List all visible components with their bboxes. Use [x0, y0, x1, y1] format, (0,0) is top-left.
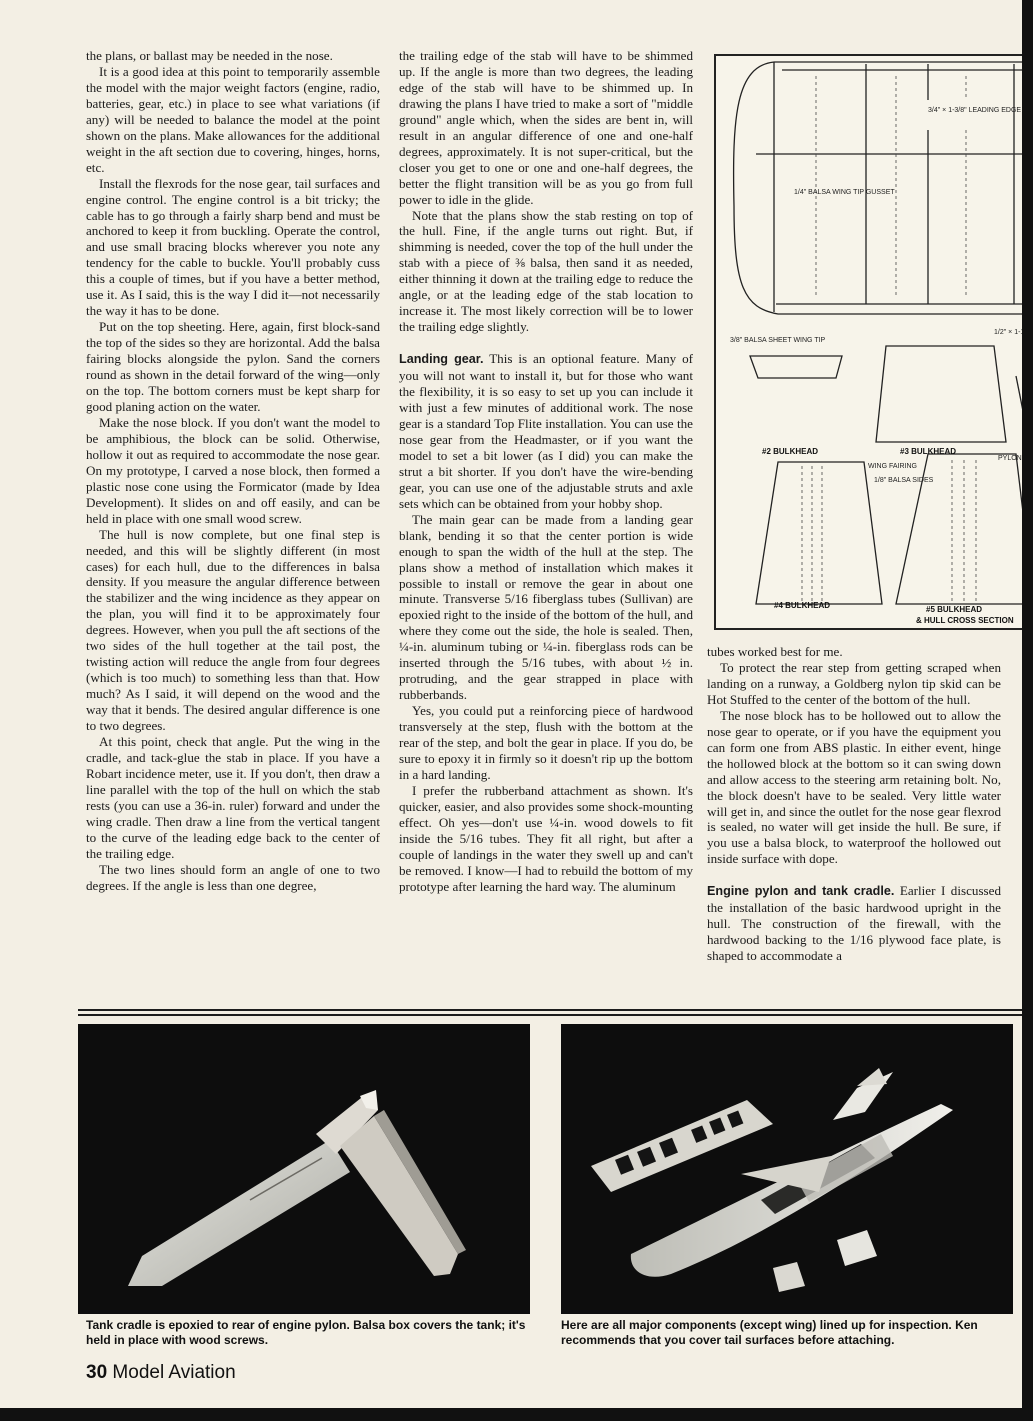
caption-photo-1: Tank cradle is epoxied to rear of engine pylon. Balsa box covers the tank; it's held in place with wood screws.	[86, 1318, 526, 1347]
paragraph: tubes worked best for me.	[707, 644, 843, 659]
label-bulkhead-5: #5 BULKHEAD	[926, 605, 983, 614]
page-number: 30	[86, 1362, 108, 1383]
label-bulkhead-2: #2 BULKHEAD	[762, 447, 819, 456]
label-balsa-sides: 1/8" BALSA SIDES	[874, 477, 934, 484]
paragraph: the trailing edge of the stab will have to be shimmed up. If the angle is more than two degrees, the leading edge of the stab will have to be shimmed up. In drawing the plans I have tried to make a sort of "middle ground" angle which, when the sides are bent in, will result in an angular difference of one and one-half degrees, approximately. It is not super-critical, but the closer you get to one or one and one-half degrees, the better the flight transition will be as you go from full power to idle in the glide.	[399, 48, 693, 207]
paragraph: The main gear can be made from a landing gear blank, bending it so that the center portion is wide enough to span the width of the hull at the step. The plans show a method of installation which makes it possible to install or remove the gear in about one minute. Transverse 5/16 fiberglass tubes (Sullivan) are epoxied right to the inside of the bottom of the hull, and where they come out the side, the hole is sealed. Then, ¼-in. aluminum tubing or ¼-in. fiberglass rods can be inserted through the 5/16 tubes, with about ½ in. protruding, and the gear strapped in place with rubberbands.	[399, 511, 693, 703]
paragraph	[399, 351, 693, 512]
paragraph: I prefer the rubberband attachment as shown. It's quicker, easier, and also provides some shock-mounting effect. Oh yes—don't use ¼-in. wood dowels to fit inside the 5/16 tubes. They fit all right, but after a couple of landings in the water they swell up and can't be removed. I know—I had to rebuild the bottom of my prototype after learning the hard way. The aluminum	[399, 782, 693, 894]
magazine-title: Model Aviation	[112, 1362, 236, 1383]
label-bulkhead-3: #3 BULKHEAD	[900, 447, 957, 456]
photo-tank-cradle-image	[78, 1024, 530, 1314]
photo-major-components	[561, 1024, 1013, 1314]
paragraph	[707, 883, 1001, 964]
article-column-1	[86, 48, 380, 894]
label-bulkhead-4: #4 BULKHEAD	[774, 601, 831, 610]
paragraph: Note that the plans show the stab resting on top of the hull. Fine, if the angle turns out right. But, if shimming is needed, cover the top of the hull under the stab with a piece of ⅜ balsa, then sand it as needed, either thinning it down at the trailing edge to reduce the angle, or at the leading edge of the stab location to increase it. The most likely correction will be to lower the trailing edge slightly.	[399, 207, 693, 335]
article-column-3	[707, 644, 1001, 964]
paragraph: The two lines should form an angle of one to two degrees. If the angle is less than one degree,	[86, 861, 380, 893]
paragraph: Yes, you could put a reinforcing piece of hardwood transversely at the step, flush with the bottom at the rear of the step, and bolt the gear in place. If you do, be sure to epoxy it in firmly so it doesn't rip up the bottom in a hard landing.	[399, 703, 693, 782]
paragraph: Install the flexrods for the nose gear, tail surfaces and engine control. The engine control is a bit tricky; the cable has to go through a fairly sharp bend and must be anchored to keep it from buckling. Operate the control, and use small bracing blocks wherever you note any tendency for the cable to buckle. You'll probably cuss this a couple of times, but if you have a better method, use it. As I said, this is the way I did it—not necessarily the way it has to be done.	[86, 175, 380, 319]
label-wing-tip-gusset: 1/4" BALSA WING TIP GUSSET	[794, 189, 895, 196]
paragraph-text: This is an optional feature. Many of you will not want to install it, but for those who want the flexibility, it is so easy to set up you can include it with just a few minutes of additional work. The nose gear is a standard Top Flite installation. You can use the nose gear from the Headmaster, or if you want the model to set a bit lower (as I did) you can make the strut a bit shorter. If you don't have the wire-bending gear, you can use one of the adjustable struts and axle sets which can be obtained from your hobby shop.	[399, 351, 693, 511]
label-pylon: PYLON	[998, 455, 1022, 462]
paragraph: The nose block has to be hollowed out to allow the nose gear to operate, or if you have the equipment you can form one from ABS plastic. In either event, hinge the hollowed block at the bottom so it can swing down and allow access to the steering arm retaining bolt. No, the block doesn't have to be sealed. Very little water will get in, and since the outlet for the nose gear flexrod is sealed, no water will get inside the hull. Be sure, if you use a balsa block, to waterproof the hollowed out inside surface with dope.	[707, 707, 1001, 867]
divider-rule-top	[78, 1009, 1022, 1011]
label-edge-dimension: 1/2" × 1-1/4	[994, 329, 1031, 336]
photo-major-components-image	[561, 1024, 1013, 1314]
section-heading-engine-pylon: Engine pylon and tank cradle.	[707, 884, 895, 899]
paragraph: At this point, check that angle. Put the wing in the cradle, and tack-glue the stab in place. If you have a Robart incidence meter, use it. If you don't, then draw a line parallel with the top of the hull on which the stab rests (you can use a 36-in. ruler) forward and under the wing cradle. Then draw a line from the vertical tangent to the curve of the leading edge back to the center of the trailing edge.	[86, 733, 380, 861]
label-leading-edge: 3/4" × 1-3/8" LEADING EDGE	[928, 107, 1022, 114]
paragraph: To protect the rear step from getting scraped when landing on a runway, a Goldberg nylon tip skid can be Hot Stuffed to the center of the bottom of the hull.	[707, 659, 1001, 707]
paragraph: It is a good idea at this point to temporarily assemble the model with the major weight factors (engine, radio, batteries, gear, etc.) in place to see what variations (if any) will be needed to balance the model at the point shown on the plans. Make allowances for the additional weight in the aft section due to covering, hinges, horns, etc.	[86, 63, 380, 175]
paragraph: Put on the top sheeting. Here, again, first block-sand the top of the sides so they are horizontal. Add the balsa fairing blocks alongside the pylon. Sand the corners round as shown in the detail forward of the wing—only on the top. The bottom corners must be kept sharp for good planing action on the water.	[86, 319, 380, 414]
paragraph: The hull is now complete, but one final step is needed, and this will be slightly different (in most cases) for each hull, due to the differences in balsa density. If you measure the angular difference between the stabilizer and the wing incidence as they appear on the plan, you will find it to be approximately four degrees. However, when you pull the aft sections of the two sides of the hull together at the tail post, the twisting action will reduce the angle from four degrees (which is too much) to something less than that. How much? As I said, it will depend on the wood and the way that it bends. The desired angular difference is one to two degrees.	[86, 526, 380, 734]
paragraph: the plans, or ballast may be needed in the nose.	[86, 48, 333, 63]
paragraph: Make the nose block. If you don't want the model to be amphibious, the block can be solid. Otherwise, hollow it out as required to accommodate the nose gear. On my prototype, I carved a nose block, then formed a plastic nose cone using the Formicator (made by Idea Development). It slides on and off easily, and can be held in place with one small wood screw.	[86, 414, 380, 526]
article-column-2	[399, 48, 693, 895]
plans-drawing	[714, 54, 1031, 630]
photo-tank-cradle	[78, 1024, 530, 1314]
label-wing-fairing: WING FAIRING	[868, 463, 917, 470]
plans-drawing-svg	[716, 56, 1031, 628]
divider-rule-bottom	[78, 1014, 1022, 1016]
paragraph-text: Earlier I discussed the installation of the basic hardwood upright in the hull. The construction of the firewall, with the hardwood backing to the 1/16 plywood face plate, is shaped to accommodate a	[707, 883, 1001, 964]
label-sheet-wing-tip: 3/8" BALSA SHEET WING TIP	[730, 337, 826, 344]
caption-photo-2: Here are all major components (except wing) lined up for inspection. Ken recommends that you cover tail surfaces before attaching.	[561, 1318, 978, 1347]
page-folio	[86, 1362, 236, 1384]
section-heading-landing-gear: Landing gear.	[399, 352, 484, 367]
label-hull-cross-section: & HULL CROSS SECTION	[916, 616, 1014, 625]
